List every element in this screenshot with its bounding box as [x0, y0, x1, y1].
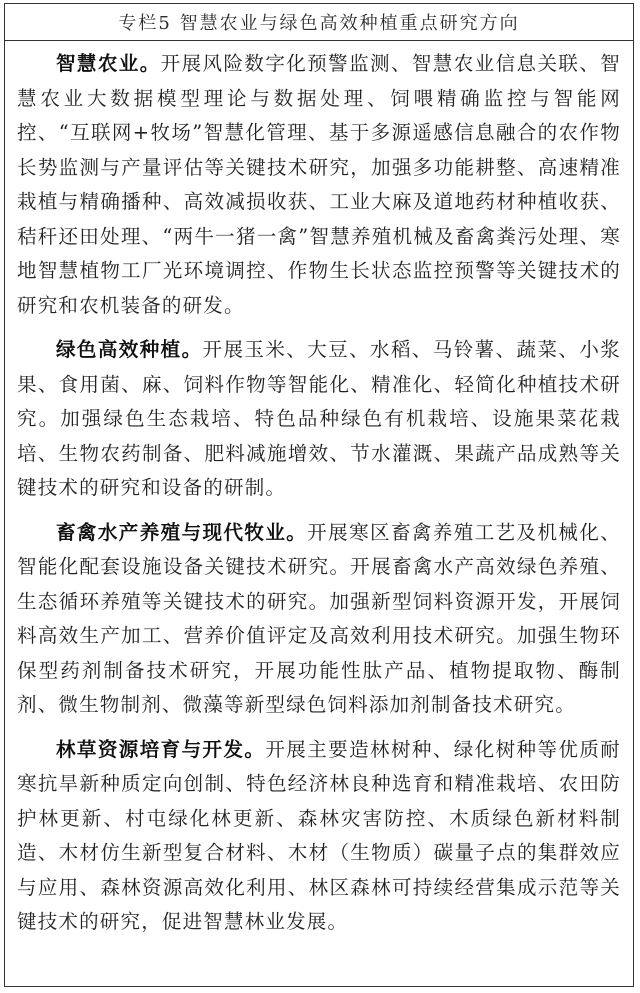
- section-heading: 智慧农业。: [56, 52, 161, 75]
- column-box: [4, 3, 634, 987]
- section-forest-grass: [17, 733, 621, 940]
- section-livestock-aquaculture: [17, 516, 621, 723]
- section-heading: 畜禽水产养殖与现代牧业。: [56, 520, 308, 544]
- section-body: 开展风险数字化预警监测、智慧农业信息关联、智慧农业大数据模型理论与数据处理、饲喂精确监控与智能网控、“互联网+牧场”智慧化管理、基于多源遥感信息融合的农作物长势监测与产量评估等关键技术研究，加强多功能耕整、高速精准栽植与精确播种、高效减损收获、工业大麻及道地药材种植收获、秸秆还田处理、“两牛一猪一禽”智慧养殖机械及畜禽粪污处理、寒地智慧植物工厂光环境调控、作物生长状态监控预警等关键技术的研究和农机装备的研发。: [17, 52, 621, 317]
- section-heading: 绿色高效种植。: [56, 338, 203, 361]
- column-title: 专栏5 智慧农业与绿色高效种植重点研究方向: [5, 4, 633, 41]
- section-green-planting: [17, 333, 621, 506]
- section-body: 开展寒区畜禽养殖工艺及机械化、智能化配套设施设备关键技术研究。开展畜禽水产高效绿色养殖、生态循环养殖等关键技术的研究。加强新型饲料资源开发，开展饲料高效生产加工、营养价值评定及高效利用技术研究。加强生物环保型药剂制备技术研究，开展功能性肽产品、植物提取物、酶制剂、微生物制剂、微藻等新型绿色饲料添加剂制备技术研究。: [17, 520, 621, 716]
- section-smart-agriculture: [17, 47, 621, 323]
- section-heading: 林草资源培育与开发。: [56, 737, 266, 761]
- column-content: [5, 41, 633, 940]
- section-body: 开展主要造林树种、绿化树种等优质耐寒抗旱新种质定向创制、特色经济林良种选育和精准栽培、农田防护林更新、村屯绿化林更新、森林灾害防控、木质绿色新材料制造、木材仿生新型复合材料、木材（生物质）碳量子点的集群效应与应用、森林资源高效化利用、林区森林可持续经营集成示范等关键技术的研究，促进智慧林业发展。: [17, 737, 621, 933]
- section-body: 开展玉米、大豆、水稻、马铃薯、蔬菜、小浆果、食用菌、麻、饲料作物等智能化、精准化、轻简化种植技术研究。加强绿色生态栽培、特色品种绿色有机栽培、设施果菜花栽培、生物农药制备、肥料减施增效、节水灌溉、果蔬产品成熟等关键技术的研究和设备的研制。: [17, 338, 621, 499]
